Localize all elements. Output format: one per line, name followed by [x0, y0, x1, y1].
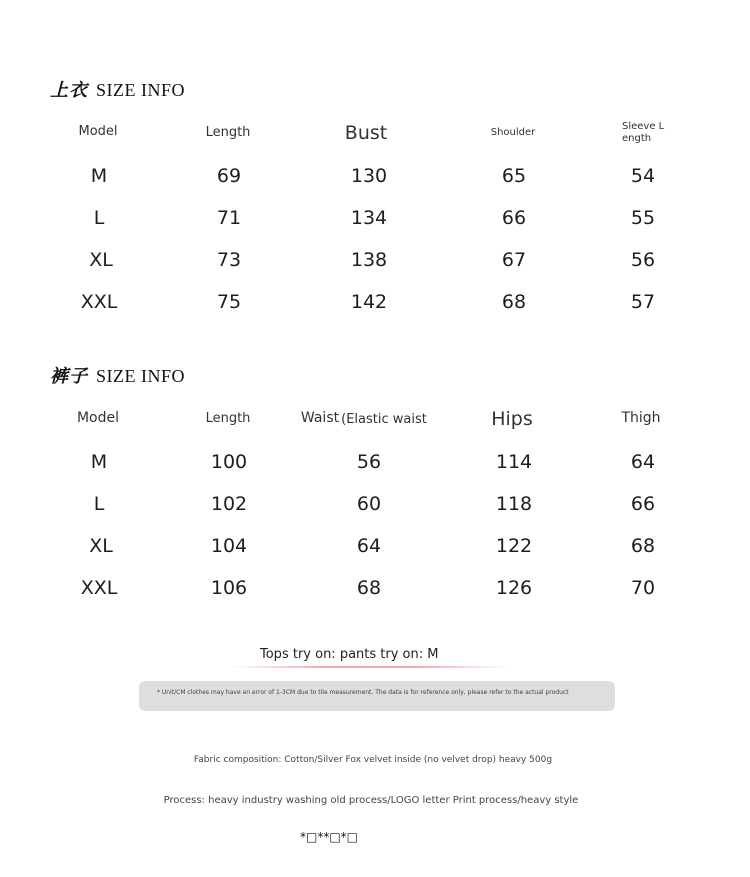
- pants-row-l-length: 102: [210, 493, 248, 515]
- pants-row-m-model: M: [90, 451, 108, 473]
- tops-header-shoulder: Shoulder: [490, 127, 536, 138]
- tops-row-l-bust: 134: [350, 207, 388, 229]
- tops-title-en: SIZE INFO: [96, 80, 185, 100]
- pants-row-m-hips: 114: [495, 451, 533, 473]
- pants-row-l-thigh: 66: [630, 493, 656, 515]
- tops-row-m-length: 69: [216, 165, 242, 187]
- try-on-note: Tops try on: pants try on: M: [260, 647, 439, 662]
- pants-row-xxl-model: XXL: [80, 577, 118, 599]
- tops-row-xxl-bust: 142: [350, 291, 388, 313]
- pants-header-waist: Waist: [300, 410, 340, 426]
- tops-row-xxl-length: 75: [216, 291, 242, 313]
- tops-row-l-model: L: [93, 207, 105, 229]
- pants-header-thigh: Thigh: [621, 410, 661, 426]
- pants-header-model: Model: [76, 410, 120, 426]
- pants-row-l-waist: 60: [356, 493, 382, 515]
- tops-row-xl-sleeve: 56: [630, 249, 656, 271]
- tops-header-length: Length: [205, 125, 251, 140]
- tops-row-xxl-model: XXL: [80, 291, 118, 313]
- pants-row-xxl-length: 106: [210, 577, 248, 599]
- disclaimer-text: * Unit/CM clothes may have an error of 1-3CM due to tile measurement. The data is for reference only, please refer to the actual product: [157, 689, 569, 696]
- pants-row-m-thigh: 64: [630, 451, 656, 473]
- tops-row-l-shoulder: 66: [501, 207, 527, 229]
- pants-row-xl-hips: 122: [495, 535, 533, 557]
- pants-header-hips: Hips: [491, 408, 533, 430]
- tops-row-xl-shoulder: 67: [501, 249, 527, 271]
- tops-row-m-shoulder: 65: [501, 165, 527, 187]
- tops-row-xxl-sleeve: 57: [630, 291, 656, 313]
- pants-row-l-model: L: [93, 493, 105, 515]
- tops-row-l-sleeve: 55: [630, 207, 656, 229]
- pants-row-l-hips: 118: [495, 493, 533, 515]
- pants-header-length: Length: [205, 411, 251, 426]
- tops-header-sleeve-length: Sleeve Length: [622, 121, 665, 144]
- tops-row-xl-model: XL: [89, 249, 113, 271]
- tops-title-cn: 上衣: [50, 80, 88, 101]
- pants-header-waist-note: (Elastic waist: [341, 412, 427, 427]
- tops-row-xl-bust: 138: [350, 249, 388, 271]
- tops-header-bust: Bust: [344, 122, 388, 144]
- tops-section-title: [50, 76, 185, 102]
- tops-row-xxl-shoulder: 68: [501, 291, 527, 313]
- pants-row-xxl-waist: 68: [356, 577, 382, 599]
- pants-section-title: [50, 362, 185, 388]
- pants-row-xl-thigh: 68: [630, 535, 656, 557]
- tops-row-m-sleeve: 54: [630, 165, 656, 187]
- try-on-underline: [230, 666, 510, 668]
- pants-row-xl-length: 104: [210, 535, 248, 557]
- disclaimer-box: [139, 681, 615, 711]
- pants-row-m-waist: 56: [356, 451, 382, 473]
- pants-row-xl-model: XL: [89, 535, 113, 557]
- tops-row-m-model: M: [90, 165, 108, 187]
- tops-header-model: Model: [78, 124, 118, 139]
- pants-row-xxl-hips: 126: [495, 577, 533, 599]
- fabric-composition: Fabric composition: Cotton/Silver Fox velvet inside (no velvet drop) heavy 500g: [193, 755, 553, 765]
- pants-row-xxl-thigh: 70: [630, 577, 656, 599]
- pants-row-xl-waist: 64: [356, 535, 382, 557]
- pants-row-m-length: 100: [210, 451, 248, 473]
- process-info: Process: heavy industry washing old process/LOGO letter Print process/heavy style: [163, 795, 579, 806]
- footer-mark: *□**□*□: [300, 830, 359, 844]
- tops-row-l-length: 71: [216, 207, 242, 229]
- tops-row-m-bust: 130: [350, 165, 388, 187]
- tops-row-xl-length: 73: [216, 249, 242, 271]
- pants-title-cn: 裤子: [50, 366, 88, 387]
- pants-title-en: SIZE INFO: [96, 366, 185, 386]
